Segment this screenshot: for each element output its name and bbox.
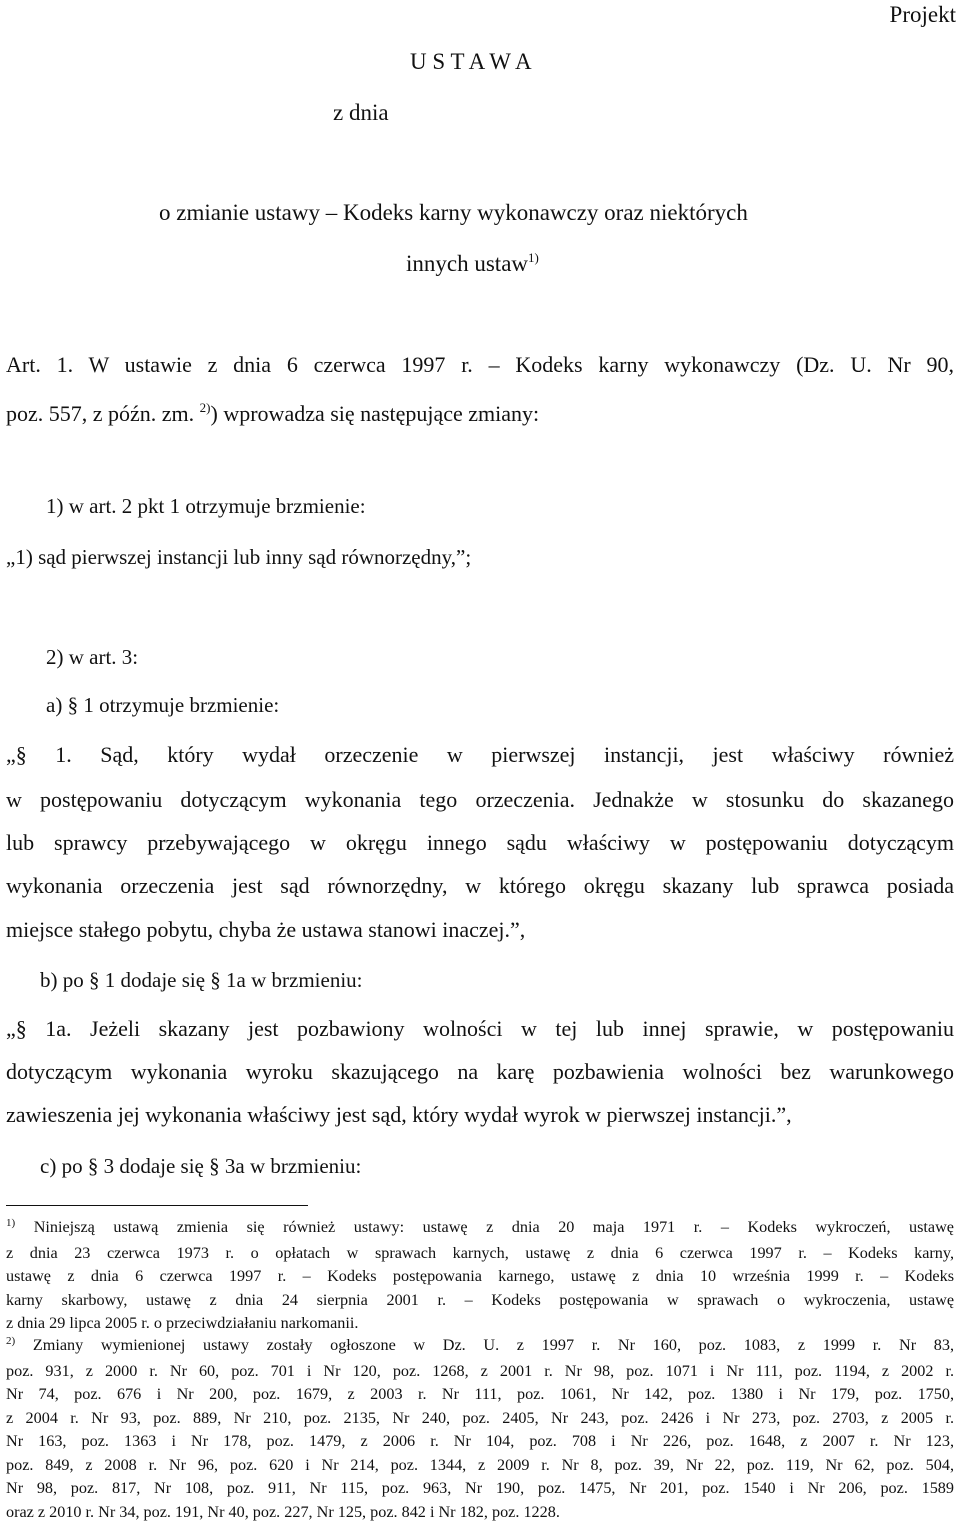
footnote-1 [6,1216,954,1336]
footnote-1-line: z dnia 29 lipca 2005 r. o przeciwdziałaniu narkomanii. [6,1314,359,1332]
point-1-quote: „1) sąd pierwszej instancji lub inny sąd równorzędny,”; [6,545,472,569]
point-2-intro: 2) w art. 3: [46,645,139,669]
footnote-ref-2: 2) [199,400,211,415]
footnote-1-mark: 1) [6,1217,16,1229]
footnote-2-line: $^{2)}$ Zmiany wymienionej ustawy zostały ogłoszone w Dz. U. z 1997 r. Nr 160, poz. 1083, z 1999 r. Nr 83, [6,1335,954,1354]
footnote-2-line: Nr 74, poz. 676 i Nr 200, poz. 1679, z 2003 r. Nr 111, poz. 1061, Nr 142, poz. 1380 i Nr 179, poz. 1750, [6,1385,954,1403]
footnote-separator [6,1205,308,1206]
footnote-2-line: Nr 98, poz. 817, Nr 108, poz. 911, Nr 115, poz. 963, Nr 190, poz. 1475, Nr 201, poz. 1540 i Nr 206, poz. 1589 [6,1479,954,1497]
point-2a-text-line-1: „§ 1. Sąd, który wydał orzeczenie w pierwszej instancji, jest właściwy również [6,742,954,767]
footnote-2 [6,1334,954,1524]
footnote-2-line: z 2004 r. Nr 93, poz. 889, Nr 210, poz. 2135, Nr 240, poz. 2405, Nr 243, poz. 2426 i Nr 273, poz. 2703, z 2005 r. [6,1408,954,1427]
act-subject-line-2 [406,249,539,282]
article-1-intro-end: ) wprowadza się następujące zmiany: [210,401,540,426]
article-1-ref-text: poz. 557, z późn. zm. [6,401,195,426]
footnote-1-line: karny skarbowy, ustawę z dnia 24 sierpnia 2001 r. – Kodeks postępowania w sprawach o wykroczenia, ustawę [6,1290,954,1309]
footnote-2-line: poz. 931, z 2000 r. Nr 60, poz. 701 i Nr 120, poz. 1268, z 2001 r. Nr 98, poz. 1071 i Nr 111, poz. 1194, z 2002 r. [6,1361,954,1380]
act-subject-text: innych ustaw [406,251,529,276]
footnote-1-line: $^{1)}$ Niniejszą ustawą zmienia się również ustawy: ustawę z dnia 20 maja 1971 r. – Kodeks wykroczeń, ustawę [6,1217,954,1236]
article-1-line-1: Art. 1. W ustawie z dnia 6 czerwca 1997 r. – Kodeks karny wykonawczy (Dz. U. Nr 90, [6,352,954,377]
footnote-2-line: oraz z 2010 r. Nr 34, poz. 191, Nr 40, poz. 227, Nr 125, poz. 842 i Nr 182, poz. 1228. [6,1502,560,1521]
point-2a-text-last: miejsce stałego pobytu, chyba że ustawa stanowi inaczej.”, [6,917,526,942]
footnote-2-line: Nr 163, poz. 1363 i Nr 178, poz. 1479, z 2006 r. Nr 104, poz. 708 i Nr 226, poz. 1648, z 2007 r. Nr 123, [6,1432,954,1450]
article-1-line-2 [6,400,539,431]
point-1-intro: 1) w art. 2 pkt 1 otrzymuje brzmienie: [46,494,366,518]
point-2a-intro: a) § 1 otrzymuje brzmienie: [46,693,280,717]
footnote-ref-1: 1) [528,250,539,265]
point-2b-intro: b) po § 1 dodaje się § 1a w brzmieniu: [40,968,363,992]
act-date-line: z dnia [333,100,389,125]
point-2a-text-line-2: w postępowaniu dotyczącym wykonania tego orzeczenia. Jednakże w stosunku do skazanego [6,787,954,812]
footnote-2-line: poz. 849, z 2008 r. Nr 96, poz. 620 i Nr 214, poz. 1344, z 2009 r. Nr 8, poz. 39, Nr 22, poz. 119, Nr 62, poz. 504, [6,1455,954,1474]
point-2b-text-last: zawieszenia jej wykonania właściwy jest sąd, który wydał wyrok w pierwszej instancji.”, [6,1102,792,1127]
point-2b-text-line-2: dotyczącym wykonania wyroku skazującego na karę pozbawienia wolności bez warunkowego [6,1059,954,1084]
act-title: U S T A W A [410,49,532,74]
footnote-1-line: z dnia 23 czerwca 1973 r. o opłatach w sprawach karnych, ustawę z dnia 6 czerwca 1997 r. – Kodeks karny, [6,1243,954,1262]
point-2a-text-line-3: lub sprawcy przebywającego w okręgu innego sądu właściwy w postępowaniu dotyczącym [6,830,954,855]
point-2b-text-line-1: „§ 1a. Jeżeli skazany jest pozbawiony wolności w tej lub innej sprawie, w postępowaniu [6,1016,954,1041]
point-2c-intro: c) po § 3 dodaje się § 3a w brzmieniu: [40,1154,362,1178]
footnote-1-line: ustawę z dnia 6 czerwca 1997 r. – Kodeks postępowania karnego, ustawę z dnia 10 września 1999 r. – Kodeks [6,1267,954,1285]
act-subject-line-1: o zmianie ustawy – Kodeks karny wykonawczy oraz niektórych [159,200,748,225]
footnote-2-mark: 2) [6,1335,16,1347]
project-label: Projekt [889,2,956,27]
point-2a-text-line-4: wykonania orzeczenia jest sąd równorzędny, w którego okręgu skazany lub sprawca posiada [6,873,954,898]
